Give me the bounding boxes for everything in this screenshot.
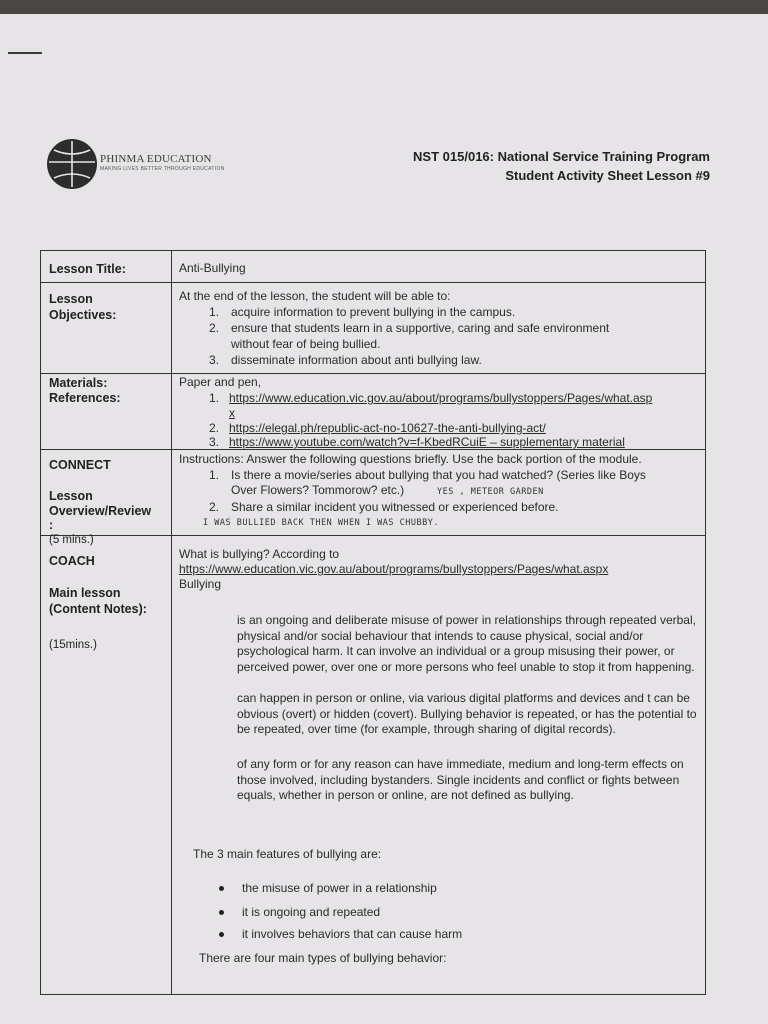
brand-tagline: MAKING LIVES BETTER THROUGH EDUCATION [100,166,225,172]
content-paragraph: of any form or for any reason can have immediate, medium and long-term effects on those involved, including bystanders. Single incidents and conflict or fights between equals, whether in person or online, are not defined as bullying. [237,757,684,802]
materials-label: Materials: [49,376,108,390]
objectives-label: Objectives: [49,308,117,322]
handwritten-answer: I WAS BULLIED BACK THEN WHEN I WAS CHUBBY. [203,518,439,528]
overview-label: Overview/Review [49,504,152,518]
paper-page [0,14,768,1024]
coach-intro-link[interactable]: https://www.education.vic.gov.au/about/programs/bullystoppers/Pages/what.aspx [179,562,609,576]
phinma-logo-icon [46,138,98,190]
reference-num: 1. [209,391,220,405]
question-text: Over Flowers? Tommorow? etc.) [231,483,405,497]
connect-label: CONNECT [49,458,111,472]
sheet-title: Student Activity Sheet Lesson #9 [505,168,710,183]
feature-text: the misuse of power in a relationship [242,881,437,895]
content-paragraph: can happen in person or online, via various digital platforms and devices and t can be obvious (overt) or hidden (covert). Bullying behavior is repeated, or has the potential to be repeated, over time (for example, through sharing of digital records). [237,691,697,736]
row-divider [41,282,705,283]
feature-text: it involves behaviors that can cause harm [242,927,463,941]
content-paragraph: is an ongoing and deliberate misuse of power in relationships through repeated verbal, physical and/or social behaviour that intends to cause physical, social and/or psychological harm. It can involve an individual or a group misusing their power, or perceived power, over one or more persons who feel unable to stop it from happening. [237,613,696,674]
column-divider [171,251,172,994]
handwritten-answer: YES , METEOR GARDEN [437,487,544,497]
question-num: 1. [209,468,220,482]
connect-instructions: Instructions: Answer the following questions briefly. Use the back portion of the module. [179,452,642,466]
overview-label: : [49,518,54,532]
bullet-icon [219,886,224,891]
activity-table [40,250,706,995]
feature-text: it is ongoing and repeated [242,905,381,919]
objective-num: 3. [209,353,220,367]
row-divider [41,373,705,374]
references-label: References: [49,391,121,405]
bullet-icon [219,910,224,915]
coach-label: COACH [49,554,95,568]
objective-num: 1. [209,305,220,319]
main-lesson-label: Main lesson [49,586,121,600]
list-item [219,881,437,896]
objectives-label: Lesson [49,292,93,306]
lesson-title: Anti-Bullying [179,261,246,275]
question-text: Share a similar incident you witnessed or experienced before. [231,500,559,514]
row-divider [41,535,705,536]
objective-text: without fear of being bullied. [231,337,381,351]
brand-name: PHINMA EDUCATION [100,153,212,165]
lesson-title-label: Lesson Title: [49,262,126,276]
reference-link[interactable]: https://www.youtube.com/watch?v=f-KbedRCuiE – supplementary material [229,435,625,449]
objective-text: disseminate information about anti bullying law. [231,353,482,367]
objective-text: acquire information to prevent bullying in the campus. [231,305,516,319]
reference-link[interactable]: x [229,406,235,420]
list-item [219,927,462,942]
main-lesson-label: (Content Notes): [49,602,147,616]
reference-link[interactable]: https://www.education.vic.gov.au/about/programs/bullystoppers/Pages/what.asp [229,391,653,405]
objectives-intro: At the end of the lesson, the student will be able to: [179,289,451,303]
main-lesson-time: (15mins.) [49,639,97,651]
overview-label: Lesson [49,489,93,503]
question-num: 2. [209,500,220,514]
reference-num: 3. [209,435,220,449]
objective-text: ensure that students learn in a supportive, caring and safe environment [231,321,610,335]
materials-value: Paper and pen, [179,375,262,389]
question-text: Is there a movie/series about bullying that you had watched? (Series like Boys [231,468,646,482]
document-header [413,147,710,185]
reference-link[interactable]: https://elegal.ph/republic-act-no-10627-the-anti-bullying-act/ [229,421,546,435]
types-intro: There are four main types of bullying behavior: [199,951,447,965]
reference-num: 2. [209,421,220,435]
pen-mark [8,52,42,54]
coach-intro: What is bullying? According to [179,547,340,561]
course-title: NST 015/016: National Service Training Program [413,149,710,164]
coach-intro: Bullying [179,577,222,591]
list-item [219,905,380,920]
bullet-icon [219,932,224,937]
features-intro: The 3 main features of bullying are: [193,847,382,861]
objective-num: 2. [209,321,220,335]
overview-time: (5 mins.) [49,534,94,546]
